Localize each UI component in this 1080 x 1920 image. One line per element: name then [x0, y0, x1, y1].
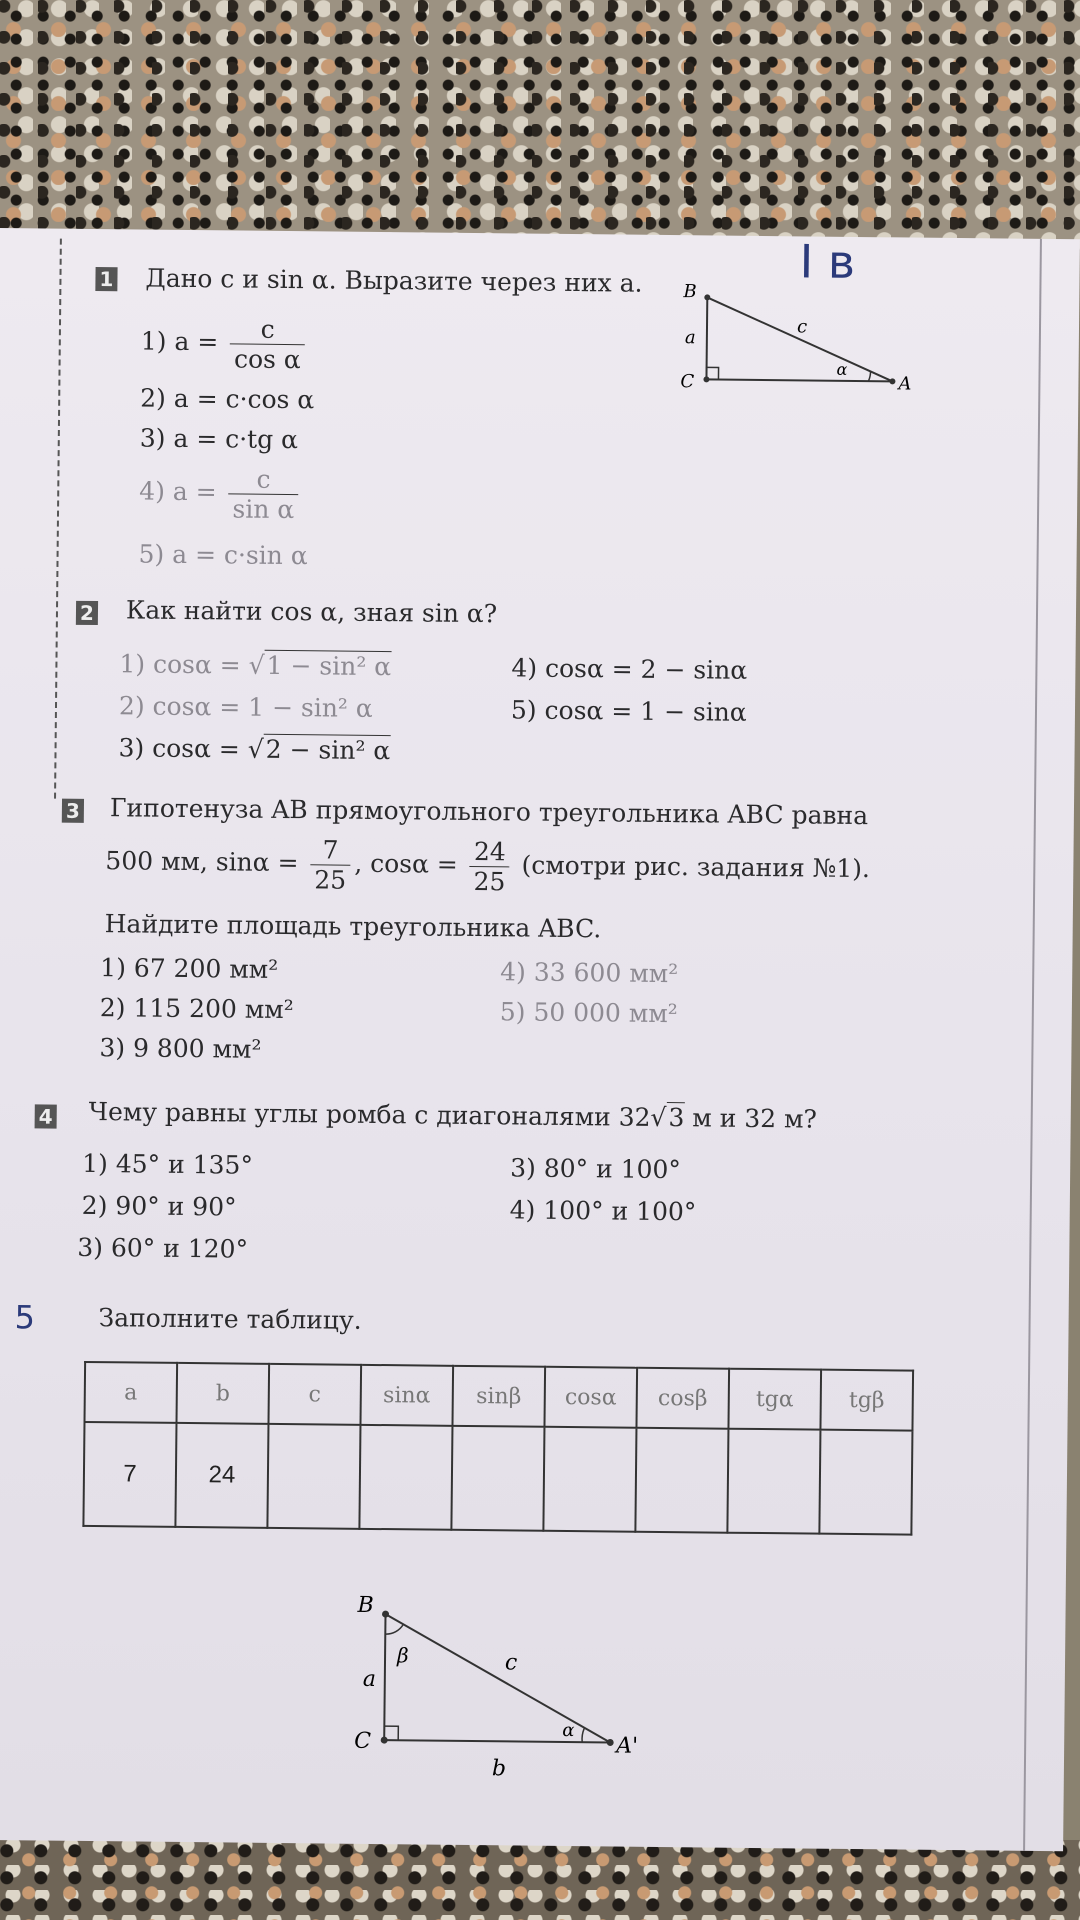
- task3-line-2: 500 мм, sinα = $\frac{7}{25}$ , cosα = $\frac{24}{25}$ (смотри рис. задания №1).: [105, 835, 871, 897]
- table-header-cell: tgα: [728, 1369, 821, 1430]
- vertex-b: [704, 294, 710, 300]
- task2-option-2: 2) cosα = 1 − sin² α: [118, 691, 373, 723]
- task2-prompt: Как найти cos α, зная sin α?: [125, 595, 498, 629]
- angle-alpha-arc: [868, 371, 870, 381]
- table-header-cell: a: [85, 1362, 178, 1423]
- task2-option-3: 3) cosα = √2 − sin² α: [118, 733, 391, 766]
- table-header-cell: tgβ: [820, 1370, 913, 1431]
- task3-option-1: 1) 67 200 мм²: [100, 953, 279, 984]
- table-header-cell: sinα: [360, 1365, 453, 1426]
- task3-line-3: Найдите площадь треугольника ABC.: [104, 909, 602, 944]
- label-b: B: [683, 281, 697, 303]
- hypotenuse-c: [384, 1614, 611, 1742]
- label-b-vertex: B: [357, 1592, 374, 1618]
- table-value-cell: 24: [175, 1423, 268, 1528]
- label-a-vertex: A': [616, 1733, 639, 1759]
- label-side-a: a: [684, 327, 696, 349]
- task-number-4: 4: [35, 1104, 57, 1128]
- task5-triangle-figure: [344, 1582, 666, 1785]
- table-header-cell: cosβ: [636, 1368, 729, 1429]
- task4-prompt: Чему равны углы ромба с диагоналями 32√3 м и 32 м?: [88, 1096, 818, 1134]
- task1-option-1: 1) a = $\frac{c}{\text{cos α}}$: [140, 313, 309, 374]
- leg-a: [384, 1614, 385, 1740]
- label-side-c: c: [504, 1650, 518, 1676]
- angle-alpha-arc: [582, 1728, 584, 1742]
- task-number-2: 2: [76, 601, 98, 625]
- hypotenuse-c: [706, 297, 893, 381]
- label-side-a: a: [362, 1666, 377, 1693]
- table-value-cell: [359, 1425, 452, 1530]
- task5-prompt: Заполните таблицу.: [98, 1303, 362, 1335]
- countertop-background-bottom: [0, 1840, 1080, 1920]
- label-beta: β: [396, 1643, 409, 1668]
- angle-beta-arc: [385, 1624, 403, 1634]
- task-number-1: 1: [95, 267, 117, 291]
- countertop-background-top: [0, 0, 1080, 250]
- task-number-3: 3: [62, 799, 84, 823]
- table-header-cell: b: [176, 1363, 269, 1424]
- task3-option-4: 4) 33 600 мм²: [500, 957, 679, 989]
- label-alpha: α: [562, 1719, 575, 1742]
- variant-mark: I в: [799, 234, 856, 289]
- table-value-cell: [727, 1429, 820, 1534]
- task1-option-2: 2) a = c·cos α: [140, 383, 315, 415]
- table-value-row: [83, 1422, 912, 1535]
- vertex-c: [703, 376, 709, 382]
- task4-option-5: 4) 100° и 100°: [509, 1195, 697, 1227]
- label-alpha: α: [836, 359, 848, 379]
- task4-option-3: 3) 60° и 120°: [77, 1232, 249, 1264]
- label-side-c: c: [796, 316, 808, 338]
- table-value-cell: [543, 1427, 636, 1532]
- page-edge: [1023, 239, 1042, 1851]
- table-value-cell: [635, 1428, 728, 1533]
- table-header-cell: cosα: [544, 1367, 637, 1428]
- table-header-cell: c: [268, 1364, 361, 1425]
- task1-prompt: Дано c и sin α. Выразите через них a.: [145, 263, 643, 298]
- label-c-vertex: C: [680, 371, 695, 393]
- label-side-b: b: [491, 1756, 507, 1782]
- task-number-5: 5: [14, 1298, 36, 1337]
- task3-option-2: 2) 115 200 мм²: [99, 993, 294, 1025]
- task3-line-1: Гипотенуза AB прямоугольного треугольника ABC равна: [109, 793, 869, 831]
- task1-option-5: 5) a = c·sin α: [138, 539, 308, 571]
- table-header-cell: sinβ: [452, 1366, 545, 1427]
- task1-option-4: 4) a = $\frac{c}{\text{sin α}}$: [139, 463, 303, 524]
- task4-option-4: 3) 80° и 100°: [510, 1153, 682, 1185]
- label-c-vertex: C: [354, 1728, 372, 1754]
- task4-option-2: 2) 90° и 90°: [81, 1190, 237, 1222]
- worksheet-page: [0, 228, 1080, 1851]
- task3-option-5: 5) 50 000 мм²: [499, 997, 678, 1029]
- task5-table: [82, 1361, 914, 1536]
- table-value-cell: [819, 1430, 912, 1535]
- leg-b: [384, 1740, 610, 1742]
- table-value-cell: 7: [83, 1422, 176, 1527]
- table-value-cell: [451, 1426, 544, 1531]
- task2-option-4: 4) cosα = 2 − sinα: [511, 653, 748, 685]
- margin-dashed-line: [54, 239, 62, 799]
- label-a-vertex: A: [898, 373, 912, 395]
- task2-option-1: 1) cosα = √1 − sin² α: [119, 649, 392, 682]
- task3-option-3: 3) 9 800 мм²: [99, 1033, 262, 1064]
- table-header-row: [85, 1362, 914, 1431]
- vertex-c: [381, 1737, 388, 1744]
- table-value-cell: [267, 1424, 360, 1529]
- vertex-a: [889, 378, 895, 384]
- task4-option-1: 1) 45° и 135°: [82, 1148, 254, 1180]
- leg-ca: [706, 379, 892, 381]
- task2-option-5: 5) cosα = 1 − sinα: [510, 695, 747, 727]
- task1-triangle-figure: [658, 275, 919, 408]
- task1-option-3: 3) a = c·tg α: [139, 423, 299, 455]
